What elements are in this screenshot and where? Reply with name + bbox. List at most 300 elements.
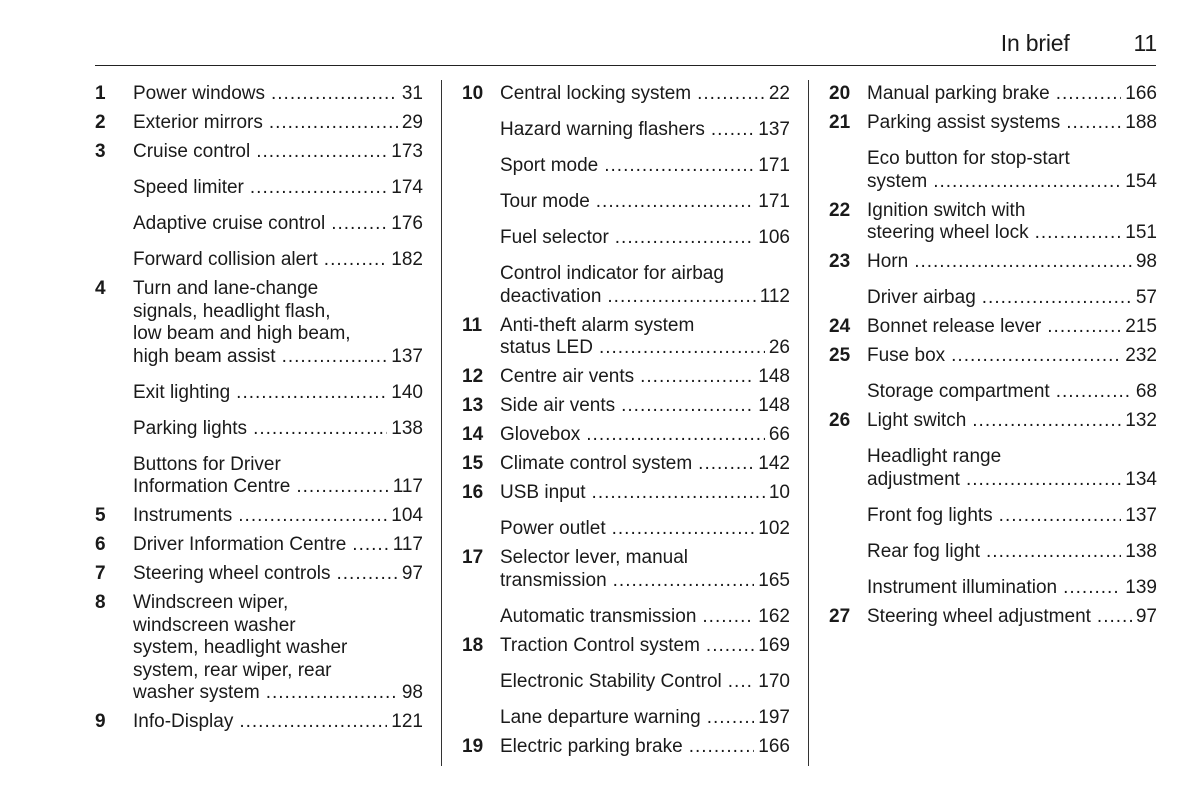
entry-text: status LED — [500, 337, 593, 358]
page-reference: 232 — [1125, 345, 1157, 366]
callout-number: 14 — [462, 424, 484, 445]
entry-last-line — [133, 141, 423, 164]
entry-body — [500, 315, 790, 360]
index-entry — [829, 446, 1157, 491]
page-reference: 139 — [1125, 576, 1157, 598]
entry-last-line — [867, 541, 1157, 564]
index-entry — [462, 83, 790, 106]
entry-text: Side air vents — [500, 395, 616, 416]
page-reference: 174 — [391, 177, 423, 198]
entry-body — [500, 635, 790, 658]
dot-leader — [982, 287, 1132, 310]
entry-text: Central locking system — [500, 83, 692, 104]
page-reference: 154 — [1125, 170, 1157, 192]
callout-number: 12 — [462, 366, 484, 387]
entry-text: adjustment — [867, 468, 960, 490]
index-entry — [95, 213, 423, 236]
entry-body — [867, 505, 1157, 528]
entry-last-line — [867, 171, 1157, 194]
index-entry — [95, 249, 423, 272]
entry-body — [867, 251, 1157, 274]
entry-last-line — [133, 476, 423, 499]
entry-last-line — [500, 671, 790, 694]
entry-text: steering wheel lock — [867, 222, 1029, 243]
page-reference: 102 — [758, 518, 790, 539]
dot-leader — [711, 119, 754, 142]
entry-last-line — [500, 395, 790, 418]
dot-leader — [337, 563, 398, 586]
callout-number: 13 — [462, 395, 484, 416]
entry-body — [500, 707, 790, 730]
dot-leader — [1063, 577, 1121, 600]
entry-body — [500, 547, 790, 592]
dot-leader — [707, 707, 755, 730]
entry-text: Fuse box — [867, 345, 946, 366]
index-entry — [462, 155, 790, 178]
dot-leader — [266, 682, 398, 705]
index-entry — [462, 191, 790, 214]
dot-leader — [914, 251, 1132, 274]
entry-text: Headlight range — [867, 446, 1002, 467]
entry-text: Selector lever, manual — [500, 547, 688, 568]
index-entry — [829, 287, 1157, 310]
index-entry — [462, 671, 790, 694]
page-reference: 112 — [759, 285, 790, 307]
entry-text: Steering wheel controls — [133, 563, 331, 584]
entry-last-line — [500, 337, 790, 360]
page-reference: 134 — [1125, 468, 1157, 490]
callout-number: 20 — [829, 83, 851, 104]
page-reference: 97 — [401, 563, 423, 584]
page-reference: 171 — [758, 155, 790, 176]
entry-text: Adaptive cruise control — [133, 213, 326, 234]
entry-body — [867, 381, 1157, 404]
page-reference: 188 — [1125, 112, 1157, 133]
entry-text: Parking assist systems — [867, 112, 1061, 133]
entry-last-line — [133, 177, 423, 200]
page-reference: 26 — [768, 337, 790, 358]
entry-text: Steering wheel adjustment — [867, 605, 1091, 627]
entry-last-line — [867, 287, 1157, 310]
page-reference: 170 — [758, 670, 790, 692]
index-entry — [829, 345, 1157, 368]
entry-last-line — [133, 249, 423, 272]
entry-text: Glovebox — [500, 424, 581, 445]
page-reference: 176 — [391, 213, 423, 234]
entry-body — [133, 505, 423, 528]
index-entry — [462, 227, 790, 250]
entry-text: Forward collision alert — [133, 249, 318, 270]
index-entry — [462, 424, 790, 447]
entry-text: Traction Control system — [500, 634, 700, 656]
page-reference: 31 — [401, 83, 423, 104]
index-column-1 — [95, 80, 423, 734]
index-entry — [95, 83, 423, 106]
entry-text: system, rear wiper, rear — [133, 659, 332, 681]
page-reference: 117 — [392, 534, 423, 555]
index-entry — [829, 577, 1157, 600]
page-reference: 97 — [1135, 605, 1157, 627]
entry-body — [867, 577, 1157, 600]
entry-text: Sport mode — [500, 155, 599, 176]
entry-body — [867, 148, 1157, 193]
page-reference: 98 — [401, 682, 423, 703]
page-reference: 148 — [758, 366, 790, 387]
entry-text: Driver Information Centre — [133, 534, 347, 555]
entry-text: Front fog lights — [867, 504, 993, 526]
index-entry — [829, 200, 1157, 245]
entry-last-line — [867, 577, 1157, 600]
entry-last-line — [500, 482, 790, 505]
callout-number: 15 — [462, 453, 484, 474]
entry-body — [500, 453, 790, 476]
entry-body — [500, 191, 790, 214]
page-reference: 215 — [1125, 316, 1157, 337]
callout-number: 10 — [462, 83, 484, 104]
entry-text: Electric parking brake — [500, 735, 683, 757]
entry-body — [133, 711, 423, 734]
entry-text: Hazard warning flashers — [500, 119, 705, 140]
page-reference: 166 — [1125, 83, 1157, 104]
entry-body — [500, 518, 790, 541]
entry-last-line — [133, 711, 423, 734]
entry-last-line — [867, 381, 1157, 404]
callout-number: 21 — [829, 112, 851, 133]
index-entry — [462, 315, 790, 360]
dot-leader — [592, 482, 765, 505]
dot-leader — [698, 453, 754, 476]
entry-body — [133, 177, 423, 200]
page-reference: 68 — [1135, 381, 1157, 402]
callout-number: 1 — [95, 83, 106, 104]
entry-text: Lane departure warning — [500, 706, 701, 728]
page-reference: 10 — [768, 482, 790, 503]
entry-text: Driver airbag — [867, 287, 976, 308]
callout-number: 23 — [829, 251, 851, 272]
entry-text: Instruments — [133, 505, 233, 526]
index-entry — [95, 141, 423, 164]
index-entry — [829, 83, 1157, 106]
page-reference: 117 — [392, 476, 423, 497]
dot-leader — [706, 635, 754, 658]
entry-text: Power windows — [133, 83, 265, 104]
entry-last-line — [133, 418, 423, 441]
column-divider — [441, 80, 442, 766]
callout-number: 3 — [95, 141, 106, 162]
page-reference: 169 — [758, 634, 790, 656]
entry-last-line — [500, 366, 790, 389]
callout-number: 26 — [829, 410, 851, 431]
page-reference: 57 — [1135, 287, 1157, 308]
page-header — [0, 30, 1157, 57]
entry-body — [133, 563, 423, 586]
entry-body — [500, 736, 790, 759]
entry-text: Centre air vents — [500, 366, 635, 387]
entry-last-line — [500, 424, 790, 447]
page-reference: 138 — [391, 417, 423, 439]
entry-last-line — [500, 606, 790, 629]
index-entry — [462, 395, 790, 418]
entry-text: Automatic transmission — [500, 605, 697, 627]
page-reference: 173 — [391, 141, 423, 162]
entry-last-line — [867, 345, 1157, 368]
entry-text: Exterior mirrors — [133, 112, 263, 133]
entry-text: Info-Display — [133, 711, 234, 732]
entry-text: Power outlet — [500, 518, 606, 539]
entry-last-line — [500, 155, 790, 178]
index-column-2 — [462, 80, 790, 758]
dot-leader — [282, 346, 388, 369]
callout-number: 25 — [829, 345, 851, 366]
page-reference: 197 — [758, 706, 790, 728]
index-entry — [462, 518, 790, 541]
dot-leader — [612, 518, 755, 541]
entry-last-line — [500, 286, 790, 309]
callout-number: 17 — [462, 547, 484, 568]
entry-text: USB input — [500, 482, 586, 503]
entry-body — [867, 316, 1157, 339]
entry-body — [500, 424, 790, 447]
index-entry — [462, 707, 790, 730]
entry-last-line — [500, 635, 790, 658]
dot-leader — [256, 141, 387, 164]
dot-leader — [697, 83, 765, 106]
page-reference: 66 — [768, 424, 790, 445]
entry-last-line — [133, 505, 423, 528]
dot-leader — [239, 711, 387, 734]
dot-leader — [951, 345, 1121, 368]
entry-text: Buttons for Driver — [133, 453, 281, 475]
dot-leader — [352, 534, 388, 557]
callout-number: 18 — [462, 634, 484, 656]
index-entry — [462, 482, 790, 505]
page-reference: 137 — [758, 119, 790, 140]
entry-body — [133, 83, 423, 106]
entry-text: Storage compartment — [867, 381, 1050, 402]
entry-text: Exit lighting — [133, 381, 231, 403]
page-reference: 165 — [758, 569, 790, 591]
dot-leader — [702, 606, 754, 629]
index-entry — [829, 410, 1157, 433]
page-reference: 140 — [391, 381, 423, 403]
entry-last-line — [867, 469, 1157, 492]
dot-leader — [1047, 316, 1121, 339]
dot-leader — [640, 366, 754, 389]
dot-leader — [1056, 381, 1132, 404]
entry-body — [133, 454, 423, 499]
entry-last-line — [500, 83, 790, 106]
entry-text: Climate control system — [500, 453, 693, 474]
index-entry — [462, 263, 790, 308]
index-entry — [95, 382, 423, 405]
entry-last-line — [133, 346, 423, 369]
index-entry — [829, 541, 1157, 564]
entry-last-line — [500, 227, 790, 250]
index-entry — [95, 563, 423, 586]
page-number: 11 — [1133, 30, 1157, 56]
callout-number: 27 — [829, 605, 851, 627]
callout-number: 5 — [95, 505, 106, 526]
entry-last-line — [133, 534, 423, 557]
entry-text: Anti-theft alarm system — [500, 314, 695, 336]
entry-body — [867, 345, 1157, 368]
dot-leader — [1056, 83, 1122, 106]
dot-leader — [999, 505, 1122, 528]
callout-number: 6 — [95, 534, 106, 555]
entry-body — [133, 213, 423, 236]
entry-body — [500, 83, 790, 106]
entry-last-line — [867, 222, 1157, 245]
page-reference: 148 — [758, 395, 790, 416]
index-entry — [462, 635, 790, 658]
index-entry — [462, 606, 790, 629]
entry-text: Rear fog light — [867, 540, 981, 562]
entry-body — [500, 606, 790, 629]
entry-body — [867, 200, 1157, 245]
page-reference: 121 — [391, 711, 423, 732]
entry-body — [133, 592, 423, 705]
entry-body — [500, 366, 790, 389]
dot-leader — [238, 505, 387, 528]
entry-last-line — [500, 570, 790, 593]
index-column-3 — [829, 80, 1157, 628]
index-entry — [95, 278, 423, 368]
dot-leader — [933, 171, 1121, 194]
dot-leader — [615, 227, 755, 250]
callout-number: 4 — [95, 278, 106, 299]
index-entry — [829, 112, 1157, 135]
callout-number: 8 — [95, 592, 106, 613]
dot-leader — [621, 395, 754, 418]
entry-last-line — [867, 112, 1157, 135]
entry-last-line — [500, 119, 790, 142]
page-reference: 142 — [758, 453, 790, 474]
entry-body — [867, 541, 1157, 564]
index-entry — [829, 381, 1157, 404]
entry-text: Windscreen wiper, — [133, 592, 289, 613]
entry-text: system, headlight washer — [133, 637, 348, 658]
entry-text: Horn — [867, 251, 909, 272]
entry-text: Cruise control — [133, 141, 251, 162]
index-entry — [95, 112, 423, 135]
entry-last-line — [500, 191, 790, 214]
page-reference: 151 — [1125, 222, 1157, 243]
dot-leader — [728, 671, 755, 694]
entry-last-line — [133, 112, 423, 135]
entry-text: Tour mode — [500, 191, 590, 212]
entry-body — [500, 155, 790, 178]
index-entry — [462, 453, 790, 476]
dot-leader — [966, 469, 1121, 492]
dot-leader — [604, 155, 754, 178]
callout-number: 9 — [95, 711, 106, 732]
index-entry — [95, 711, 423, 734]
page-reference: 138 — [1125, 540, 1157, 562]
entry-body — [500, 119, 790, 142]
page-reference: 132 — [1125, 410, 1157, 431]
page-reference: 22 — [768, 83, 790, 104]
entry-text: Eco button for stop-start — [867, 148, 1070, 169]
entry-text: Manual parking brake — [867, 83, 1050, 104]
entry-body — [500, 227, 790, 250]
page-reference: 104 — [391, 505, 423, 526]
column-divider — [808, 80, 809, 766]
entry-last-line — [133, 382, 423, 405]
entry-text: Turn and lane-change — [133, 278, 319, 299]
page-reference: 137 — [391, 345, 423, 367]
page-reference: 98 — [1135, 251, 1157, 272]
index-entry — [462, 547, 790, 592]
entry-text: Speed limiter — [133, 177, 244, 198]
entry-last-line — [133, 563, 423, 586]
entry-text: Instrument illumination — [867, 576, 1058, 598]
callout-number: 2 — [95, 112, 106, 133]
entry-last-line — [133, 83, 423, 106]
header-rule — [95, 65, 1156, 66]
entry-text: windscreen washer — [133, 614, 296, 636]
dot-leader — [689, 736, 755, 759]
entry-body — [867, 83, 1157, 106]
entry-text: Information Centre — [133, 476, 291, 497]
entry-body — [867, 287, 1157, 310]
entry-body — [133, 382, 423, 405]
dot-leader — [972, 410, 1121, 433]
page-reference: 137 — [1125, 504, 1157, 526]
entry-last-line — [500, 707, 790, 730]
entry-text: Fuel selector — [500, 227, 609, 248]
entry-body — [133, 249, 423, 272]
dot-leader — [596, 191, 755, 214]
entry-last-line — [867, 606, 1157, 629]
index-entry — [829, 606, 1157, 629]
dot-leader — [607, 286, 755, 309]
page-reference: 29 — [401, 112, 423, 133]
dot-leader — [586, 424, 765, 447]
callout-number: 24 — [829, 316, 851, 337]
dot-leader — [331, 213, 387, 236]
index-entry — [829, 316, 1157, 339]
entry-text: Bonnet release lever — [867, 316, 1042, 337]
index-entry — [95, 177, 423, 200]
entry-text: deactivation — [500, 285, 602, 307]
dot-leader — [271, 83, 398, 106]
entry-last-line — [867, 410, 1157, 433]
entry-text: washer system — [133, 682, 260, 703]
dot-leader — [613, 570, 755, 593]
page-reference: 182 — [391, 249, 423, 270]
entry-body — [133, 112, 423, 135]
index-entry — [462, 366, 790, 389]
index-entry — [829, 505, 1157, 528]
entry-last-line — [867, 505, 1157, 528]
entry-text: transmission — [500, 569, 607, 591]
entry-last-line — [500, 453, 790, 476]
entry-body — [500, 482, 790, 505]
index-entry — [829, 148, 1157, 193]
entry-text: Control indicator for airbag — [500, 263, 724, 284]
dot-leader — [269, 112, 398, 135]
entry-body — [133, 278, 423, 368]
entry-body — [867, 112, 1157, 135]
entry-text: Electronic Stability Control — [500, 670, 722, 692]
entry-last-line — [500, 518, 790, 541]
entry-body — [133, 534, 423, 557]
index-entry — [95, 454, 423, 499]
entry-body — [867, 606, 1157, 629]
dot-leader — [599, 337, 765, 360]
entry-body — [133, 418, 423, 441]
dot-leader — [250, 177, 387, 200]
